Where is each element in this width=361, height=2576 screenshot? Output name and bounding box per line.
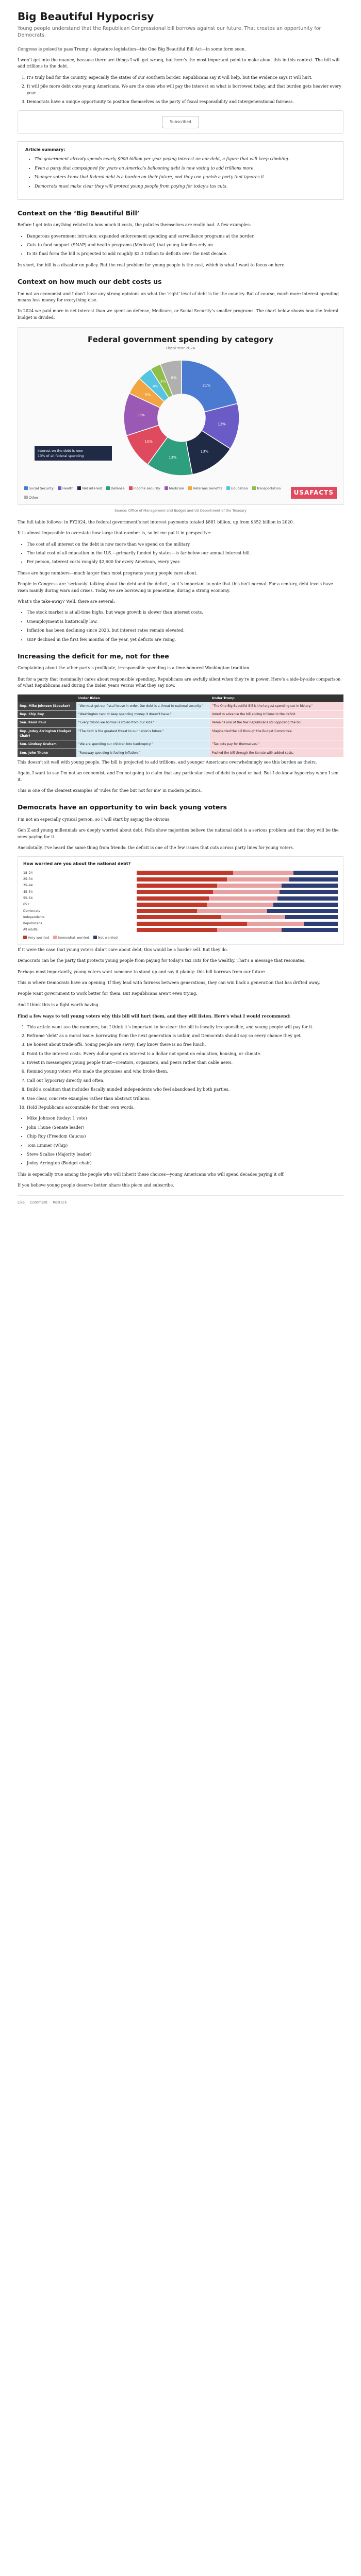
legend-item: Very worried [23,935,49,940]
worry-bar-chart [18,856,343,944]
bar-segment [137,928,217,932]
bar-row [23,915,338,920]
legend-item: Not worried [93,935,118,940]
list-item: • Steve Scalise (Majority leader) [27,1151,343,1158]
paragraph: In short, the bill is a disaster on policy. But the real problem for young people is the cost, which is what I want to focus on here. [18,262,286,267]
slice-label: 10% [144,439,153,444]
hypocrisy-table [18,694,343,757]
table-header: Under Biden [76,694,210,702]
paragraph: This is especially true among the people who will inherit these choices—young Americans who will spend decades paying it off. [18,1172,285,1177]
paragraph: Perhaps most importantly, young voters want someone to stand up and say it plainly: this bill borrows from our future. [18,969,267,974]
paragraph: Anecdotally, I’ve heard the same thing from friends: the deficit is one of the few issues that cuts across party lines for young voters. [18,845,294,850]
bar-rows [23,871,338,933]
slice-label: 21% [202,383,211,388]
bar-segment [137,922,248,926]
legend-item: Defense [106,486,125,491]
list-item: • The stock market is at all-time highs, but wage growth is slower than interest costs. [27,609,343,616]
bar-label: 18–24 [23,871,33,875]
table-cell: Rep. Mike Johnson (Speaker) [18,702,76,710]
bar-segment [289,877,338,882]
table-row [18,719,343,727]
callout-title: Article summary: [25,147,65,152]
bar-label: 45–54 [23,890,33,894]
article-title: Big Beautiful Hypocrisy [18,10,154,23]
list-item: • Mike Johnson (today: 1 vote) [27,1115,343,1122]
bar-label: 25–34 [23,877,33,882]
bar-segment [282,928,338,932]
article-subtitle: Young people understand that the Republican Congressional bill borrows against our future. That creates an opportunity for Democrats. [18,26,321,38]
bar-segment [213,890,280,894]
legend-item: Veterans benefits [188,486,222,491]
bar-label: Democrats [23,909,40,913]
chart-legend [24,486,291,500]
paragraph: This is where Democrats have an opening. If they lead with fairness between generations, they can win back a generation that has drifted away. [18,980,320,985]
table-row [18,727,343,740]
table-cell: “Washington cannot keep spending money it doesn’t have.” [76,710,210,719]
list-item: • The cost of all interest on the debt is now more than we spend on the military. [27,541,343,548]
list-item: • Democrats must make clear they will protect young people from paying for today’s tax cuts. [35,183,336,190]
table-cell: “The One Big Beautiful Bill is the largest spending cut in history.” [210,702,343,710]
list-item: • In its final form the bill is projected to add roughly $3.3 trillion to deficits over the next decade. [27,251,343,257]
legend-item: Medicare [165,486,185,491]
list-item: • Jodey Arrington (Budget chair) [27,1160,343,1166]
restack-button[interactable]: Restack [53,1200,67,1205]
bar-segment [282,884,338,888]
names-list [18,1115,343,1166]
bar-segment [293,871,338,875]
list-item: 9. Use clear, concrete examples rather than abstract trillions. [27,1096,343,1102]
table-cell: Sen. Rand Paul [18,719,76,727]
paragraph: And I think this is a fight worth having. [18,1002,100,1007]
policy-list [18,233,343,258]
table-cell: Remains one of the few Republicans still opposing the bill. [210,719,343,727]
bar-segment [273,903,338,907]
bar-segment [304,922,338,926]
list-item: • The total cost of all education in the U.S.—primarily funded by states—is far below our annual interest bill. [27,550,343,556]
bar-segment [280,890,338,894]
table-header [18,694,76,702]
slice-label: 13% [218,422,226,427]
subscribed-button[interactable]: Subscribed [162,116,199,128]
table-cell: Shepherded the bill through the Budget Committee. [210,727,343,740]
bar-segment [137,884,217,888]
paragraph: Before I get into anything related to how much it costs, the policies themselves are really bad. A few examples: [18,223,251,228]
callout-text: Interest on the debt is now [38,449,83,453]
spending-chart [18,327,343,505]
paragraph: People in Congress are ‘seriously’ talking about the debt and the deficit, so it’s important to note that this isn’t normal. For a century, debt levels have risen mainly during wars and crises. Today we are borrowing in peacetime, during a strong economy. [18,582,333,593]
bar-segment [137,903,207,907]
bar-segment [137,871,233,875]
section-heading: Increasing the deficit for me, not for thee [18,652,169,660]
legend-item: Income security [129,486,160,491]
legend-item: Other [24,495,38,500]
callout-list [25,156,336,190]
slice-label: 13% [168,455,177,460]
slice-label: 6% [171,376,177,380]
paragraph: What’s the take-away? Well, there are several: [18,599,115,604]
usafacts-logo: USAFACTS [291,487,337,499]
list-item: • Even a party that campaigned for years on America’s ballooning debt is now voting to add trillions more. [35,165,336,172]
list-item: • The government already spends nearly $900 billion per year paying interest on our debt, a figure that will keep climbing. [35,156,336,162]
table-cell: Sen. Lindsey Graham [18,740,76,749]
bar-label: 55–64 [23,896,33,900]
table-row [18,749,343,757]
paragraph: But for a party that (nominally) cares about responsible spending, Republicans are awfully silent when they’re in power. Here’s a side-by-side comparison of what Republicans said during the Biden years versus what they say now. [18,676,341,688]
list-item: • GDP declined in the first few months of the year, yet deficits are rising. [27,637,343,643]
bar-row [23,921,338,926]
table-cell: Pushed the bill through the Senate with added costs. [210,749,343,757]
slice-label: 3% [160,379,166,384]
interest-callout [35,446,112,461]
bar-label: Republicans [23,922,42,926]
bar-segment [233,871,293,875]
paragraph: Complaining about the other party’s profligate, irresponsible spending is a time-honored Washington tradition. [18,666,251,671]
list-item: 10. Hold Republicans accountable for their own words. [27,1105,343,1111]
bar-segment [207,903,273,907]
section-heading: Democrats have an opportunity to win back young voters [18,803,227,811]
table-cell: “The debt is the greatest threat to our nation’s future.” [76,727,210,740]
bar-label: 65+ [23,903,30,907]
list-item: 8. Build a coalition that includes fiscally minded independents who feel abandoned by both parties. [27,1087,343,1093]
chart-subtitle: Fiscal Year 2024 [166,346,195,351]
legend-item: Health [58,486,73,491]
slice-label: 12% [137,413,145,418]
section-heading: Context on the ‘Big Beautiful Bill’ [18,209,140,217]
bar-segment [221,915,286,919]
intro-list [18,75,343,106]
bar-segment [137,890,213,894]
table-cell: “Every trillion we borrow is stolen from our kids.” [76,719,210,727]
list-item: 1. It’s truly bad for the country, especially the states of our southern border. Republicans say it will help, but the evidence says it will hurt. [27,75,343,81]
bar-segment [227,877,289,882]
list-item: • Cuts to food support (SNAP) and health programs (Medicaid) that young families rely on. [27,242,343,248]
table-cell: “We must get our fiscal house in order. Our debt is a threat to national security.” [76,702,210,710]
table-cell: Voted to advance the bill adding trillions to the deficit. [210,710,343,719]
list-item: • John Thune (Senate leader) [27,1125,343,1131]
paragraph: Democrats can be the party that protects young people from paying for today’s tax cuts for the wealthy. That’s a message that resonates. [18,958,306,963]
article [0,0,361,1215]
table-row [18,710,343,719]
bar-segment [209,896,277,901]
chart-source: Source: Office of Management and Budget and US Department of the Treasury [114,508,247,513]
bar-row [23,909,338,913]
list-item: • Tom Emmer (Whip) [27,1143,343,1149]
table-header: Under Trump [210,694,343,702]
paragraph: It is almost impossible to overstate how large that number is, so let me put it in perspective: [18,531,212,536]
table-cell: Sen. John Thune [18,749,76,757]
bold-paragraph: Find a few ways to tell young voters why this bill will hurt them, and they will listen. Here’s what I would recommend: [18,1013,291,1019]
table-cell: “Tax cuts pay for themselves.” [210,740,343,749]
paragraph: The full table follows: in FY2024, the federal government’s net interest payments totaled $881 billion, up from $352 billion in 2020. [18,519,294,524]
table-cell: “We are spending our children into bankruptcy.” [76,740,210,749]
economy-list [18,609,343,643]
bar-row [23,883,338,888]
bar-row [23,927,338,932]
list-item: • Inflation has been declining since 2023, but interest rates remain elevated. [27,628,343,634]
bar-label: All adults [23,928,38,932]
list-item: 5. Invest in messengers young people trust—creators, organizers, and peers rather than cable news. [27,1060,343,1066]
intro [18,46,343,106]
list-item: 6. Remind young voters who made the promises and who broke them. [27,1069,343,1075]
list-item: • Chip Roy (Freedom Caucus) [27,1133,343,1140]
bar-segment [267,909,338,913]
intro-para: I won’t get into the nuance, because there are things I will get wrong, but here’s the most important point to make about this in this context. The bill will add trillions to the debt. [18,58,340,69]
summary-callout [18,141,343,200]
bar-segment [197,909,268,913]
paragraph: Again, I want to say I’m not an economist, and I’m not going to claim that any particular level of debt is good or bad. But I do know hypocrisy when I see it. [18,771,339,782]
bars-legend [23,935,338,940]
slice-label: 5% [145,393,151,397]
list-item: • Dangerous government intrusion: expanded enforcement spending and surveillance programs at the border. [27,233,343,240]
paragraph: This is one of the clearest examples of ‘rules for thee but not for me’ in modern politics. [18,788,202,793]
list-item: 4. Point to the interest costs. Every dollar spent on interest is a dollar not spent on education, housing, or climate. [27,1051,343,1057]
paragraph: In 2024 we paid more in net interest than we spent on defense, Medicare, or Social Security’s smaller programs. The chart below shows how the federal budget is divided. [18,309,339,320]
bars-title: How worried are you about the national debt? [23,861,131,867]
bar-segment [137,915,221,919]
callout-text: 13% of all federal spending [38,454,84,459]
bar-label: 35–44 [23,884,33,888]
paragraph: Gen Z and young millennials are deeply worried about debt. Polls show majorities believe the national debt is a serious problem and that they will be the ones paying for it. [18,828,339,839]
table-cell: “Runaway spending is fueling inflation.” [76,749,210,757]
recommendation-list [18,1024,343,1111]
bar-segment [247,922,303,926]
subscribe-box [18,110,343,134]
paragraph: If you believe young people deserve better, share this piece and subscribe. [18,1183,174,1188]
pie-chart [24,353,339,482]
legend-item: Education [226,486,248,491]
bar-segment [217,884,282,888]
article-footer [18,1195,343,1206]
legend-item: Net interest [77,486,102,491]
bar-segment [137,909,197,913]
list-item: 3. Democrats have a unique opportunity to position themselves as the party of fiscal responsibility and intergenerational fairness. [27,99,343,105]
paragraph: I’m not an economist and I don’t have any strong opinions on what the ‘right’ level of debt is for the country. But of course, much more interest spending means less money for everything else. [18,291,339,303]
paragraph: I’m not an especially cynical person, so I will start by saying the obvious. [18,817,171,822]
bar-segment [137,877,227,882]
bar-segment [137,896,209,901]
list-item: 7. Call out hypocrisy directly and often. [27,1078,343,1084]
list-item: • Younger voters know that federal debt is a burden on their future, and they can punish a party that ignores it. [35,174,336,180]
bar-row [23,896,338,901]
paragraph: This doesn’t sit well with young people. The bill is projected to add trillions, and younger Americans overwhelmingly see this burden as theirs. [18,759,317,765]
paragraph: If it were the case that young voters didn’t care about debt, this would be a harder sell. But they do. [18,947,228,952]
legend-item: Social Security [24,486,54,491]
list-item: 2. It will pile more debt onto young Americans. We are the ones who will pay the interest on what is borrowed today, and that burden gets heavier every year. [27,83,343,96]
bar-segment [217,928,282,932]
list-item: 1. This article wont use the numbers, but I think it’s important to be clear: the bill is fiscally irresponsible, and young people will pay for it. [27,1024,343,1030]
legend-item: Somewhat worried [53,935,89,940]
list-item: 3. Be honest about trade-offs. Young people are savvy; they know there is no free lunch. [27,1042,343,1048]
perspective-list [18,541,343,566]
bar-row [23,877,338,882]
slice-label: 13% [200,449,209,454]
bar-segment [277,896,338,901]
list-item: • Per person, interest costs roughly $2,600 for every American, every year. [27,559,343,565]
paragraph: These are huge numbers—much larger than most programs young people care about. [18,570,198,575]
bar-row [23,902,338,907]
bar-row [23,871,338,875]
table-row [18,702,343,710]
table-cell: Rep. Chip Roy [18,710,76,719]
table-cell: Rep. Jodey Arrington (Budget Chair) [18,727,76,740]
intro-para: Congress is poised to pass Trump’s signature legislation—the One Big Beautiful Bill Act—in some form soon. [18,46,246,52]
table-row [18,740,343,749]
section-heading: Context on how much our debt costs us [18,278,162,286]
bar-row [23,890,338,894]
slice-label: 4% [153,384,159,389]
chart-title: Federal government spending by category [88,335,273,345]
bar-segment [285,915,338,919]
like-button[interactable]: Like [18,1200,25,1205]
list-item: 2. Reframe ‘debt’ as a moral issue: borrowing from the next generation is unfair, and Democrats should say so every chance they get. [27,1033,343,1039]
comment-button[interactable]: Comment [29,1200,48,1205]
paragraph: People want government to work better for them. But Republicans aren’t even trying. [18,991,198,996]
list-item: • Unemployment is historically low. [27,619,343,625]
bar-label: Independents [23,915,45,919]
legend-item: Transportation [252,486,281,491]
